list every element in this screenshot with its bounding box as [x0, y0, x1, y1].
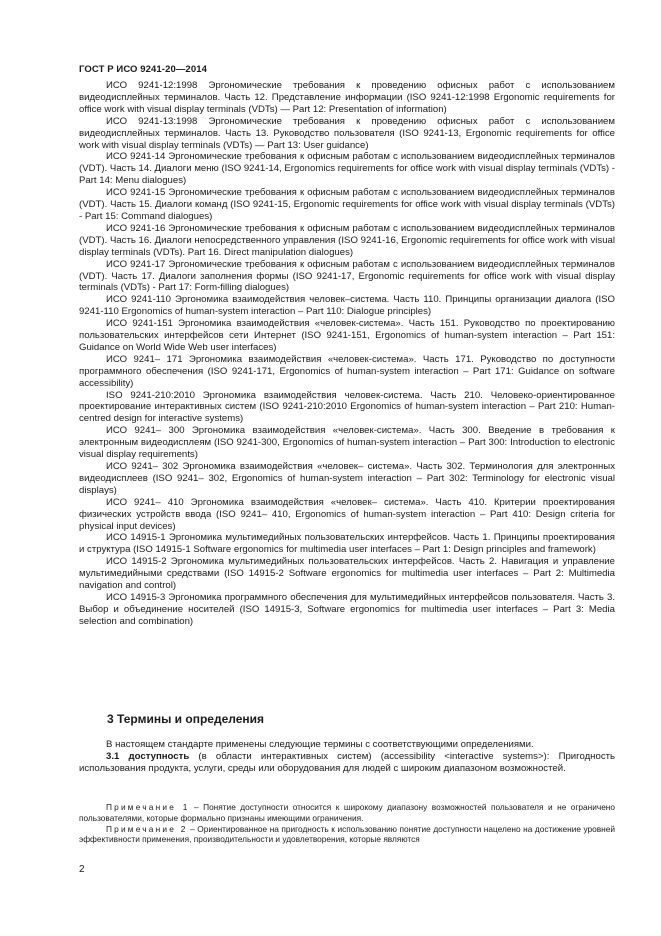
reference-item: ИСО 9241-110 Эргономика взаимодействия человек–система. Часть 110. Принципы организации диалога (ISO 9241-110 Ergonomics of human-system interaction – Part 110: Dialogue principles) — [79, 294, 615, 318]
reference-item: ИСО 9241-15 Эргономические требования к офисным работам с использованием видеодисплейных терминалов (VDT). Часть 15. Диалоги команд (ISO 9241-15, Ergonomic requirements for office work with visual display terminals (VDTs) - Part 15: Command dialogues) — [79, 187, 615, 222]
term-entry — [79, 751, 615, 775]
term-name: доступность — [128, 750, 190, 762]
normative-references — [79, 80, 615, 628]
standard-header: ГОСТ Р ИСО 9241-20—2014 — [79, 64, 207, 75]
reference-item: ИСО 14915-1 Эргономика мультимедийных пользовательских интерфейсов. Часть 1. Принципы проектирования и структура (ISO 14915-1 Software ergonomics for multimedia user interfaces – Part 1: Design principles and framework) — [79, 532, 615, 556]
reference-item: ИСО 9241-14 Эргономические требования к офисным работам с использованием видеодисплейных терминалов (VDT). Часть 14. Диалоги меню (ISO 9241-14, Ergonomics requirements for office work with visual display terminals (VDTs) - Part 14: Menu dialogues) — [79, 151, 615, 187]
definitions — [79, 739, 615, 775]
note-label: Примечание 2 — [106, 823, 188, 834]
reference-item: ИСО 9241-16 Эргономические требования к офисным работам с использованием видеодисплейных терминалов (VDT). Часть 16. Диалоги непосредственного управления (ISO 9241-16, Ergonomic requirements for office work with visual display terminals (VDTs). Part 16. Direct manipulation dialogues) — [79, 222, 615, 258]
reference-item: ISO 9241-210:2010 Эргономика взаимодействия человек-система. Часть 210. Человеко-ориентированное проектирование интерактивных систем (ISO 9241-210:2010 Ergonomics of human-system interaction – Part 210: Human-centred design for interactive systems) — [79, 389, 615, 425]
note-item — [79, 824, 615, 846]
reference-item: ИСО 9241– 171 Эргономика взаимодействия «человек-система». Часть 171. Руководство по доступности программного обеспечения (ISO 9241-171, Ergonomics of human-system interaction – Part 171: Guidance on software accessibility) — [79, 353, 615, 389]
reference-item: ИСО 9241-151 Эргономика взаимодействия «человек-система». Часть 151. Руководство по проектированию пользовательских интерфейсов сети Интернет (ISO 9241-151, Ergonomics of human-system interaction – Part 151: Guidance on World Wide Web user interfaces) — [79, 318, 615, 353]
note-item — [79, 802, 615, 824]
reference-item: ИСО 9241– 302 Эргономика взаимодействия «человек– система». Часть 302. Терминология для электронных видеодисплеев (ISO 9241– 302, Ergonomics of human-system interaction – Part 302: Terminology for electronic visual displays) — [79, 461, 615, 496]
term-number: 3.1 — [106, 750, 120, 762]
note-text: – Понятие доступности относится к широкому диапазону возможностей пользователя и не ограничено пользователями, которые формально признаны имеющими ограничения. — [79, 802, 616, 823]
term-definition: (в области интерактивных систем) (accessibility <interactive systems>): Пригодность использования продукта, услуги, среды или оборудования для людей с широким диапазоном возможностей. — [79, 750, 616, 774]
reference-item: ИСО 14915-2 Эргономика мультимедийных пользовательских интерфейсов. Часть 2. Навигация и управление мультимедийными средствами (ISO 14915-2 Software ergonomics for multimedia user interfaces – Part 2: Multimedia navigation and control) — [79, 556, 615, 592]
reference-item: ИСО 9241-17 Эргономические требования к офисным работам с использованием видеодисплейных терминалов (VDT). Часть 17. Диалоги заполнения формы (ISO 9241-17, Ergonomic requirements for office work with visual display terminals (VDTs) - Part 17: Form-filling dialogues) — [79, 258, 615, 294]
note-label: Примечание 1 — [106, 802, 190, 812]
definitions-intro: В настоящем стандарте применены следующие термины с соответствующими определениями. — [106, 739, 534, 750]
reference-item: ИСО 9241-12:1998 Эргономические требования к проведению офисных работ с использованием видеодисплейных терминалов. Часть 12. Представление информации (ISO 9241-12:1998 Ergonomic requirements for office work with visual display terminals (VDTs) — Part 12: Presentation of information) — [79, 80, 615, 115]
note-text: – Ориентированное на пригодность к использованию понятие доступности нацелено на достижение уровней эффективности применения, производительности и удовлетворения, которые являются — [79, 823, 615, 845]
reference-item: ИСО 9241– 410 Эргономика взаимодействия «человек– система». Часть 410. Критерии проектирования физических устройств ввода (ISO 9241– 410, Ergonomics of human-system interaction – Part 410: Design criteria for physical input devices) — [79, 496, 615, 532]
reference-item: ИСО 9241– 300 Эргономика взаимодействия «человек-система». Часть 300. Введение в требования к электронным видеодисплеям (ISO 9241-300, Ergonomics of human-system interaction – Part 300: Introduction to electronic visual display requirements) — [79, 425, 615, 461]
section-heading: 3 Термины и определения — [107, 712, 265, 726]
reference-item: ИСО 14915-3 Эргономика программного обеспечения для мультимедийных интерфейсов пользователя. Часть 3. Выбор и объединение носителей (ISO 14915-3, Software ergonomics for multimedia user interfaces – Part 3: Media selection and combination) — [79, 591, 615, 627]
reference-item: ИСО 9241-13:1998 Эргономические требования к проведению офисных работ с использованием видеодисплейных терминалов. Часть 13. Руководство пользователя (ISO 9241-13, Ergonomic requirements for office work with visual display terminals (VDTs) — Part 13: User guidance) — [79, 115, 615, 151]
notes — [79, 802, 615, 845]
page-number: 2 — [79, 864, 85, 875]
